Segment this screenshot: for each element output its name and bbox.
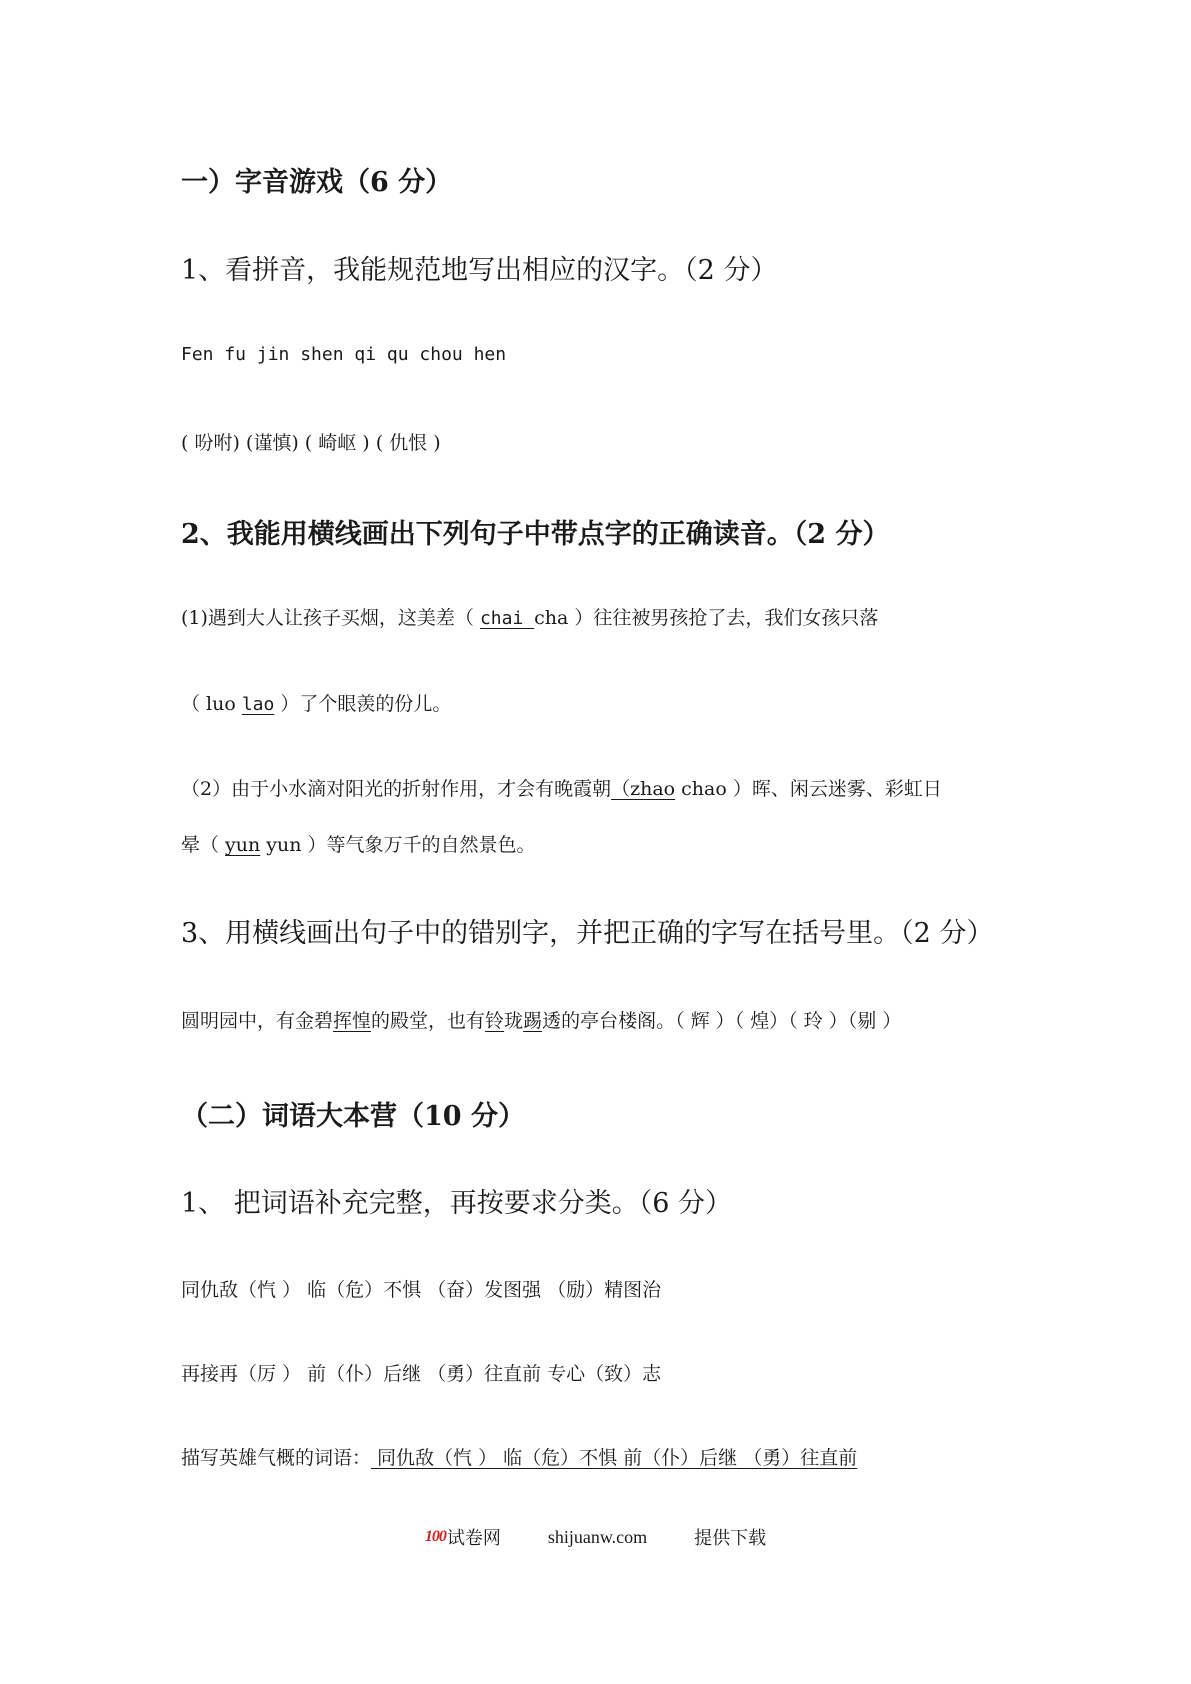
underlined-typo: 铃 bbox=[485, 1010, 505, 1032]
underlined-typo: 踢 bbox=[523, 1010, 543, 1032]
underlined-reading: lao bbox=[241, 694, 275, 715]
sentence-2b-part2: yun ）等气象万千的自然景色。 bbox=[260, 834, 536, 856]
section-2-question-1-title: 1、 把词语补充完整，再按要求分类。（6 分） bbox=[181, 1188, 733, 1219]
sentence-1-part2: cha ）往往被男孩抢了去，我们女孩只落 bbox=[534, 607, 879, 629]
underlined-reading: （zhao bbox=[611, 778, 676, 800]
typo-sentence bbox=[181, 1006, 901, 1033]
sentence-1b-part2: ）了个眼羡的份儿。 bbox=[274, 693, 452, 715]
sentence-2 bbox=[181, 774, 942, 801]
idiom-row-2: 再接再（厉 ） 前（仆）后继 （勇）往直前 专心（致）志 bbox=[181, 1363, 662, 1385]
section-heading-1: 一）字音游戏（6 分） bbox=[181, 167, 453, 198]
underlined-reading: yun bbox=[225, 834, 261, 856]
typo-part2: 的殿堂，也有 bbox=[371, 1010, 486, 1032]
typo-part3: 珑 bbox=[504, 1010, 524, 1032]
sentence-2-part1: （2）由于小水滴对阳光的折射作用，才会有晚霞朝 bbox=[181, 778, 612, 800]
sentence-2-part2: chao ）晖、闲云迷雾、彩虹日 bbox=[675, 778, 942, 800]
idiom-row-1: 同仇敌（忾 ） 临（危）不惧 （奋）发图强 （励）精图治 bbox=[181, 1279, 662, 1301]
logo-text: 试卷网 bbox=[446, 1528, 501, 1548]
logo-number: 100 bbox=[424, 1528, 446, 1545]
footer-note: 提供下载 bbox=[694, 1528, 767, 1548]
pinyin-line: Fen fu jin shen qi qu chou hen bbox=[181, 344, 507, 365]
sentence-2-continued bbox=[181, 830, 536, 857]
question-2-title: 2、我能用横线画出下列句子中带点字的正确读音。（2 分） bbox=[181, 519, 890, 550]
sentence-1b-part1: （ luo bbox=[181, 693, 242, 715]
sentence-1 bbox=[181, 603, 878, 630]
underlined-reading: chai bbox=[479, 608, 535, 629]
sentence-2b-part1: 晕（ bbox=[181, 834, 226, 856]
typo-part4: 透的亭台楼阁。（ 辉 ）（ 煌）（ 玲 ）（剔 ） bbox=[542, 1010, 902, 1032]
sentence-1-continued bbox=[181, 689, 451, 716]
classify-answer: 同仇敌（忾 ） 临（危）不惧 前（仆）后继 （勇）往直前 bbox=[371, 1447, 858, 1469]
classify-line bbox=[181, 1443, 857, 1470]
answer-line: ( 吩咐) (谨慎) ( 崎岖 ) ( 仇恨 ) bbox=[181, 432, 441, 454]
question-3-title: 3、用横线画出句子中的错别字，并把正确的字写在括号里。（2 分） bbox=[181, 918, 994, 949]
footer bbox=[0, 1524, 1191, 1550]
underlined-typo: 挥惶 bbox=[333, 1010, 372, 1032]
section-heading-2: （二）词语大本营（10 分） bbox=[181, 1101, 525, 1132]
site-url: shijuanw.com bbox=[547, 1526, 648, 1547]
sentence-1-part1: (1)遇到大人让孩子买烟，这美差（ bbox=[181, 607, 480, 629]
classify-label: 描写英雄气概的词语： bbox=[181, 1447, 372, 1469]
question-1-title: 1、看拼音，我能规范地写出相应的汉字。（2 分） bbox=[181, 255, 778, 286]
typo-part1: 圆明园中，有金碧 bbox=[181, 1010, 334, 1032]
